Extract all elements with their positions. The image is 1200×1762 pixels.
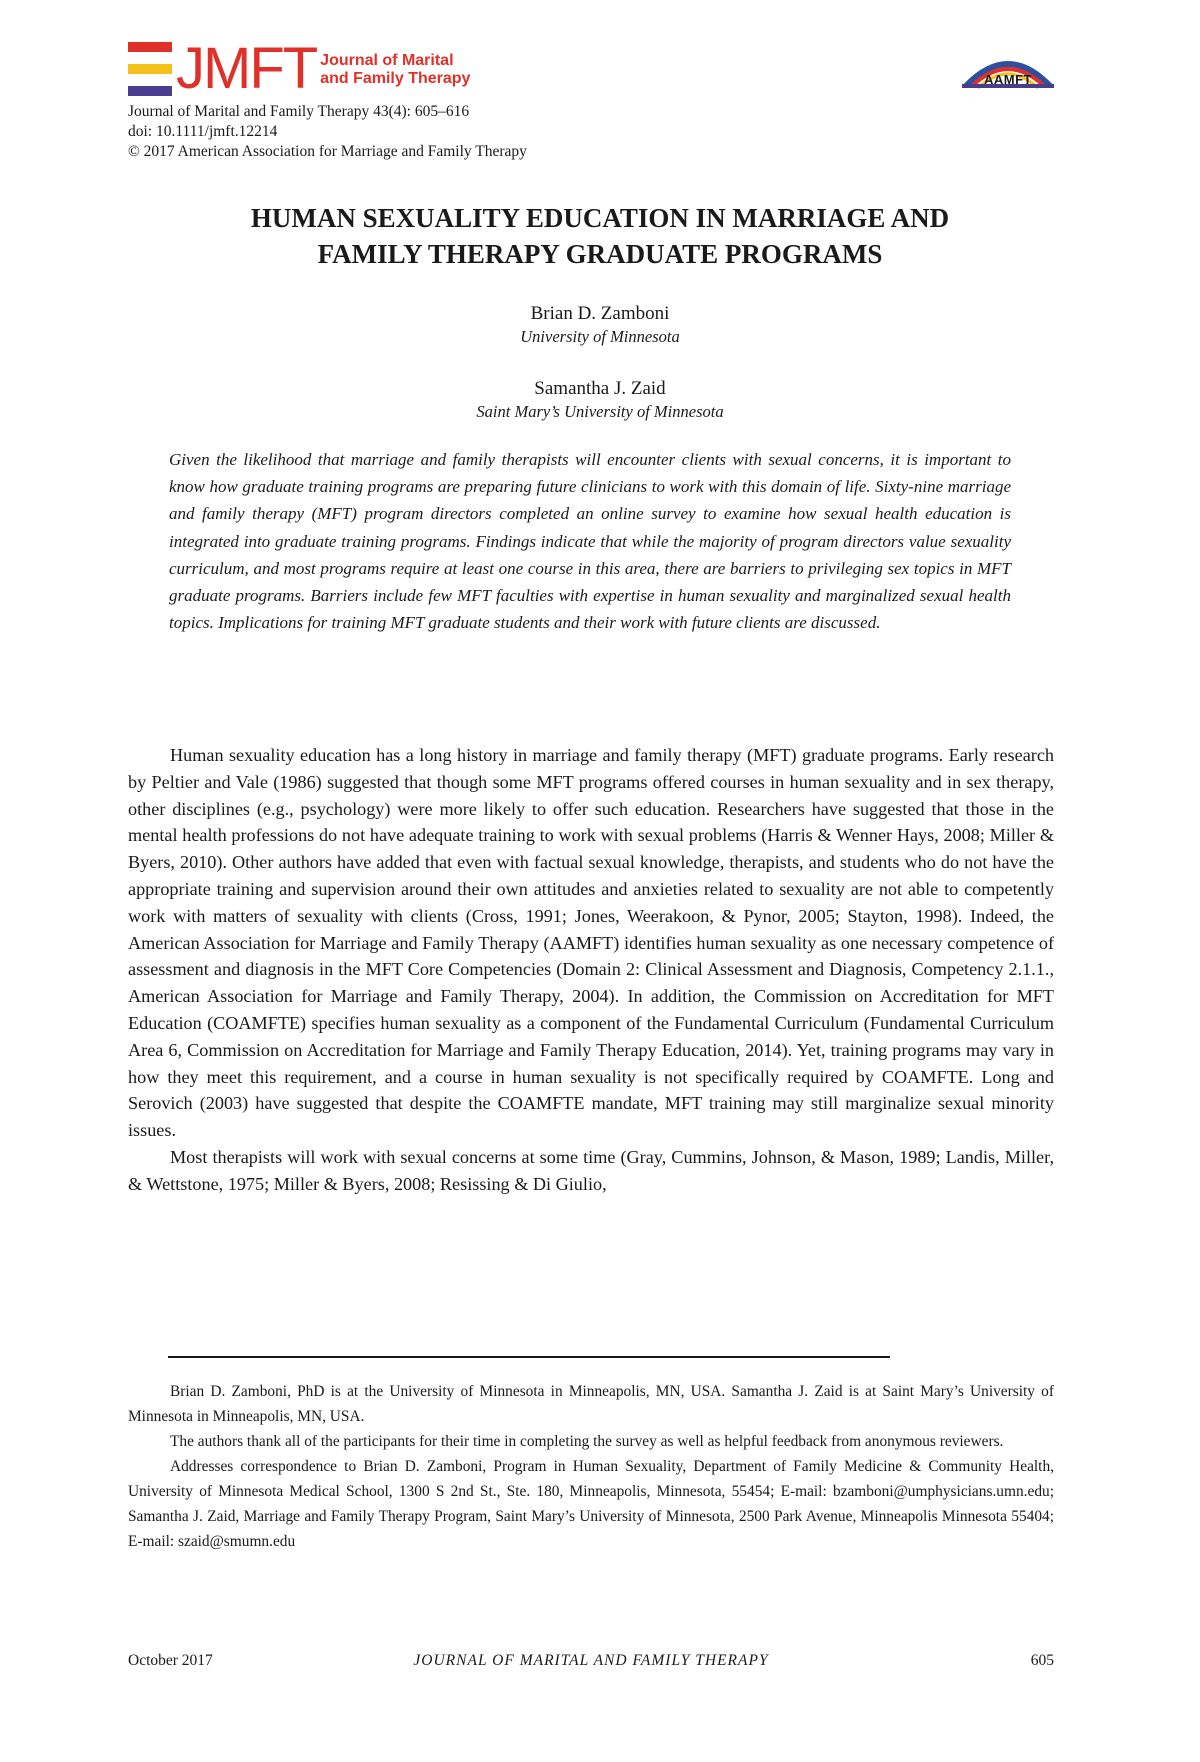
title-line-2: FAMILY THERAPY GRADUATE PROGRAMS (317, 239, 883, 269)
logo-journal-name (320, 52, 470, 88)
logo-line-1: Journal of Marital (320, 52, 454, 69)
article-title (100, 200, 1100, 272)
author-affiliation: Saint Mary’s University of Minnesota (476, 402, 724, 421)
footnotes (128, 1379, 1054, 1554)
abstract: Given the likelihood that marriage and family therapists will encounter clients with sexual concerns, it is important to know how graduate training programs are preparing future clinicians to work with this domain of life. Sixty-nine marriage and family therapy (MFT) program directors completed an online survey to examine how sexual health education is integrated into graduate training programs. Findings indicate that while the majority of program directors value sexuality curriculum, and most programs require at least one course in this area, there are barriers to privileging sex topics in MFT graduate programs. Barriers include few MFT faculties with expertise in human sexuality and marginalized sexual health topics. Implications for training MFT graduate students and their work with future clients are discussed. (169, 450, 1011, 633)
copyright: © 2017 American Association for Marriage and Family Therapy (128, 143, 527, 160)
footnote-divider (168, 1356, 890, 1358)
journal-metadata (128, 102, 527, 162)
title-line-1: HUMAN SEXUALITY EDUCATION IN MARRIAGE AND (250, 203, 950, 233)
logo-stripes (128, 42, 172, 96)
author-affiliation: University of Minnesota (520, 327, 680, 346)
doi: doi: 10.1111/jmft.12214 (128, 123, 278, 140)
footnote: Addresses correspondence to Brian D. Zamboni, Program in Human Sexuality, Department of Family Medicine & Community Health, University of Minnesota Medical School, 1300 S 2nd St., Ste. 180, Minneapolis, Minnesota, 55454; E-mail: bzamboni@umphysicians.umn.edu; Samantha J. Zaid, Marriage and Family Therapy Program, Saint Mary’s University of Minnesota, 2500 Park Avenue, Minneapolis Minnesota 55404; E-mail: szaid@smumn.edu (128, 1458, 1054, 1550)
aamft-logo (958, 46, 1058, 92)
footnote: The authors thank all of the participants for their time in completing the survey as well as helpful feedback from anonymous reviewers. (170, 1433, 1004, 1450)
logo-stripe-yellow (128, 64, 172, 74)
footer-journal-name: JOURNAL OF MARITAL AND FAMILY THERAPY (413, 1652, 769, 1669)
author-block-2 (100, 377, 1100, 423)
citation: Journal of Marital and Family Therapy 43(4): 605–616 (128, 103, 470, 120)
body-paragraph: Most therapists will work with sexual concerns at some time (Gray, Cummins, Johnson, & Mason, 1989; Landis, Miller, & Wettstone, 1975; Miller & Byers, 2008; Resissing & Di Giulio, (128, 1146, 1054, 1194)
body-paragraph: Human sexuality education has a long history in marriage and family therapy (MFT) graduate programs. Early research by Peltier and Vale (1986) suggested that though some MFT programs offered courses in human sexuality and in sex therapy, other disciplines (e.g., psychology) were more likely to offer such education. Researchers have suggested that those in the mental health professions do not have adequate training to work with sexual problems (Harris & Wenner Hays, 2008; Miller & Byers, 2010). Other authors have added that even with factual sexual knowledge, therapists, and students who do not have the appropriate training and supervision around their own attitudes and anxieties related to sexuality are not able to competently work with matters of sexuality with clients (Cross, 1991; Jones, Weerakoon, & Pynor, 2005; Stayton, 1998). Indeed, the American Association for Marriage and Family Therapy (AAMFT) identifies human sexuality as one necessary competence of assessment and diagnosis in the MFT Core Competencies (Domain 2: Clinical Assessment and Diagnosis, Competency 2.1.1., American Association for Marriage and Family Therapy, 2004). In addition, the Commission on Accreditation for MFT Education (COAMFTE) specifies human sexuality as a component of the Fundamental Curriculum (Fundamental Curriculum Area 6, Commission on Accreditation for Marriage and Family Therapy Education, 2014). Yet, training programs may vary in how they meet this requirement, and a course in human sexuality is not specifically required by COAMFTE. Long and Serovich (2003) have suggested that despite the COAMFTE mandate, MFT training may still marginalize sexual minority issues. (128, 745, 1054, 1141)
aamft-logo-text: AAMFT (984, 72, 1032, 87)
footnote: Brian D. Zamboni, PhD is at the University of Minnesota in Minneapolis, MN, USA. Samantha J. Zaid is at Saint Mary’s University of Minnesota in Minneapolis, MN, USA. (128, 1383, 1054, 1425)
logo-stripe-red (128, 42, 172, 52)
logo-line-2: and Family Therapy (320, 70, 471, 87)
author-block-1 (100, 302, 1100, 348)
jmft-logo (128, 36, 471, 101)
logo-stripe-purple (128, 86, 172, 96)
author-name: Brian D. Zamboni (530, 303, 670, 324)
footer-date: October 2017 (128, 1652, 213, 1669)
page-number: 605 (1030, 1652, 1054, 1669)
author-name: Samantha J. Zaid (534, 378, 666, 399)
body-text (128, 742, 1054, 1198)
logo-abbr: JMFT (176, 36, 317, 101)
